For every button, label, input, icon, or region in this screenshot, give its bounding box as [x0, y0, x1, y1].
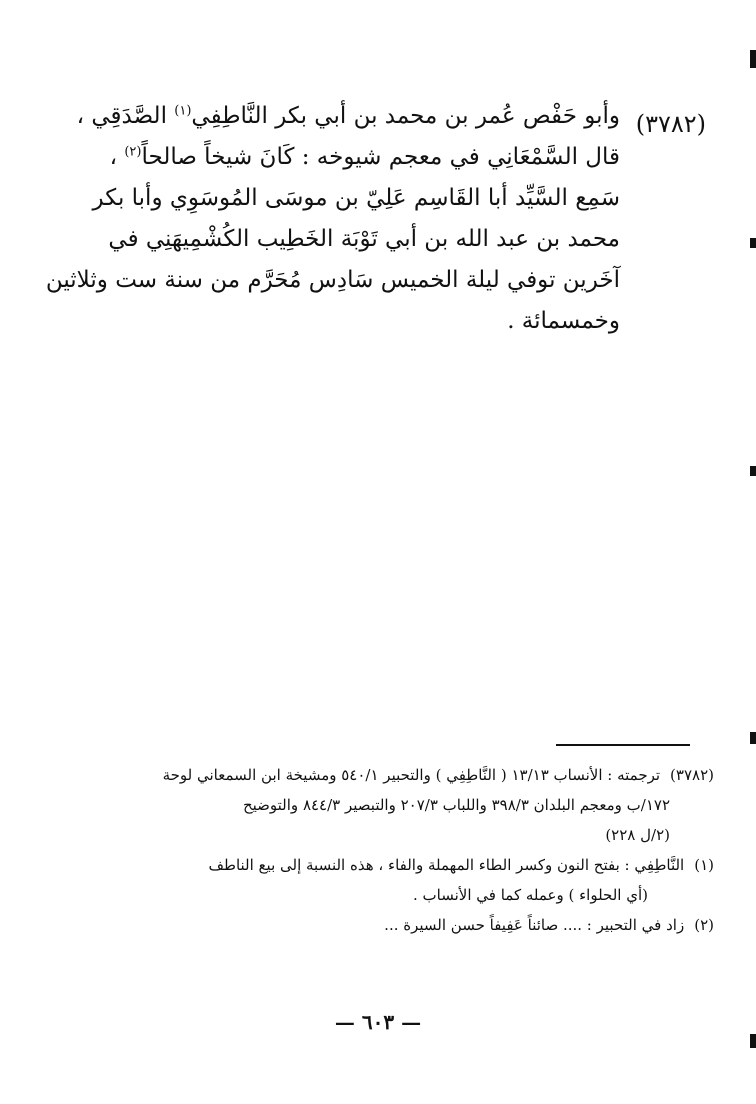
scan-edge-mark: [750, 50, 756, 68]
entry-body: [45, 96, 620, 342]
scan-edge-mark: [750, 732, 756, 744]
entry-line-2: قال السَّمْعَانِي في معجم شيوخه : كَانَ شيخاً صالحاً$^{(٢)}$ ،: [109, 144, 620, 170]
entry-line-5: آخَرين توفي ليلة الخميس سَادِس مُحَرَّم من سنة ست وثلاثين: [45, 267, 620, 293]
footnote-separator: [556, 744, 690, 746]
footnote-ref-2: (٢): [124, 144, 142, 160]
page-number: — ٦٠٣ —: [334, 1010, 422, 1034]
source-line-1: (٣٧٨٢)ترجمته : الأنساب ١٣/١٣ ( النَّاطِفِي ) والتحبير ٥٤٠/١ ومشيخة ابن السمعاني لوحة: [162, 766, 714, 784]
source-line-3: (٢/ل ٢٢٨): [605, 826, 670, 844]
source-number: (٣٧٨٢): [670, 766, 714, 784]
footnote-2-number: (٢): [694, 916, 714, 934]
scan-edge-mark: [750, 238, 756, 248]
biography-entry: [45, 96, 706, 342]
entry-line-1: وأبو حَفْص عُمر بن محمد بن أبي بكر النَّاطِفِي$^{(١)}$ الصَّدَقِي ،: [76, 103, 620, 129]
footnote-2: (٢)زاد في التحبير : .... صائناً عَفِيفاً حسن السيرة ...: [384, 916, 714, 934]
source-line-2: ١٧٢/ب ومعجم البلدان ٣٩٨/٣ واللباب ٢٠٧/٣ والتبصير ٨٤٤/٣ والتوضيح: [242, 796, 670, 814]
footnotes: [64, 760, 714, 940]
entry-line-6: وخمسمائة .: [507, 308, 620, 334]
entry-number: (٣٧٨٢): [635, 110, 706, 138]
entry-line-3: سَمِع السَّيِّد أبا القَاسِم عَلِيّ بن موسَى المُوسَوِي وأبا بكر: [92, 185, 620, 211]
scan-edge-mark: [750, 466, 756, 476]
footnote-1-line-2: (أي الحلواء ) وعمله كما في الأنساب .: [412, 886, 648, 904]
footnote-1-line-1: (١)النَّاطِفِي : بفتح النون وكسر الطاء المهملة والفاء ، هذه النسبة إلى بيع الناطف: [208, 856, 714, 874]
footnote-ref-1: (١): [174, 103, 192, 119]
entry-line-4: محمد بن عبد الله بن أبي تَوْبَة الخَطِيب الكُشْمِيهَنِي في: [108, 226, 620, 252]
scan-edge-mark: [750, 1034, 756, 1048]
footnote-1-number: (١): [694, 856, 714, 874]
